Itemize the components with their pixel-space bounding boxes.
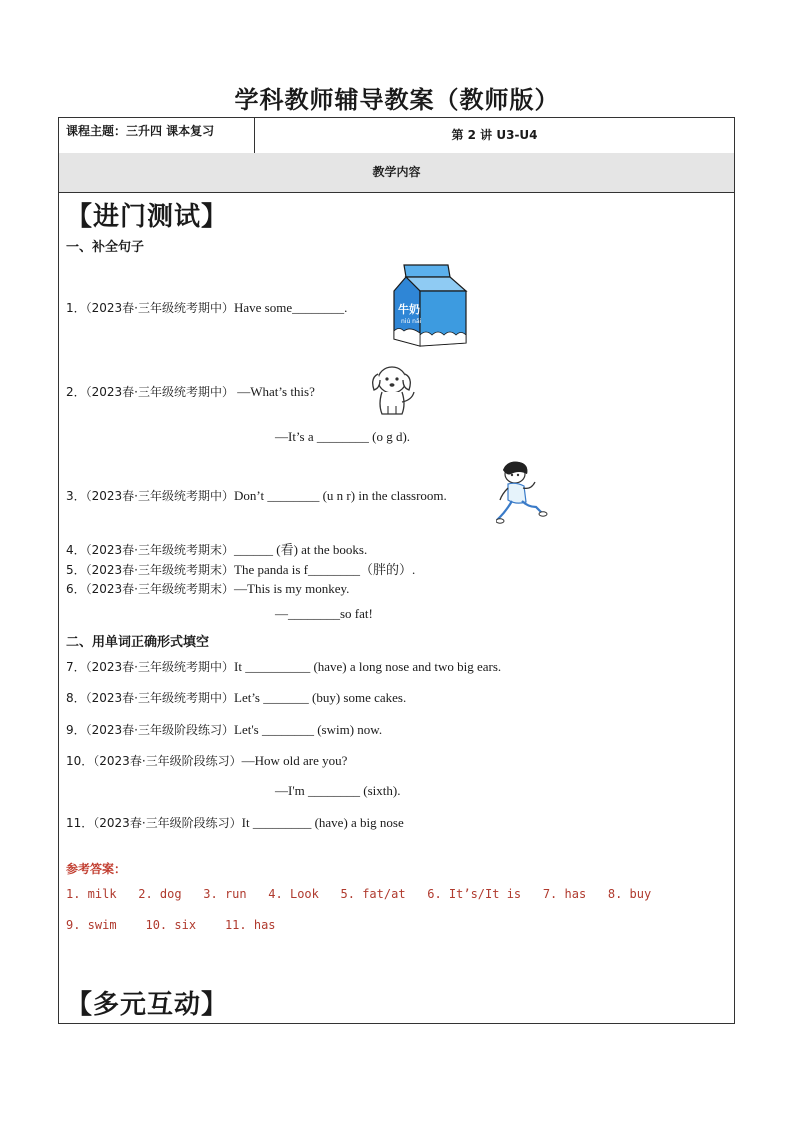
question-text: ______ (看) at the books. xyxy=(234,542,368,557)
milk-pinyin: niú nǎi xyxy=(401,318,422,325)
question-number: 2． xyxy=(66,385,86,399)
question-5 xyxy=(66,559,415,578)
question-source: （2023春·三年级统考期末） xyxy=(85,582,234,596)
question-source: （2023春·三年级阶段练习） xyxy=(85,723,234,737)
question-source: （2023春·三年级统考期末） xyxy=(85,543,234,557)
question-1 xyxy=(66,299,347,316)
question-source: （2023春·三年级统考期中） xyxy=(85,385,234,399)
question-source: （2023春·三年级统考期中） xyxy=(85,301,234,315)
dog-image xyxy=(368,362,420,420)
question-number: 8． xyxy=(66,691,86,705)
question-number: 5． xyxy=(66,563,86,577)
question-number: 3． xyxy=(66,489,86,503)
question-text: The panda is f________（胖的）. xyxy=(234,562,416,577)
question-source: （2023春·三年级阶段练习） xyxy=(93,816,242,830)
question-number: 1． xyxy=(66,301,86,315)
lesson-number: 第 2 讲 U3-U4 xyxy=(451,128,538,142)
content-label: 教学内容 xyxy=(59,153,734,193)
question-source: （2023春·三年级统考期中） xyxy=(85,489,234,503)
question-number: 11． xyxy=(66,816,94,830)
question-9 xyxy=(66,721,382,738)
question-number: 9． xyxy=(66,723,86,737)
part2-title: 二、用单词正确形式填空 xyxy=(66,635,210,650)
question-source: （2023春·三年级统考期中） xyxy=(85,660,234,674)
section-interaction: 【多元互动】 xyxy=(66,990,229,1020)
question-source: （2023春·三年级阶段练习） xyxy=(93,754,242,768)
page-title: 学科教师辅导教案（教师版） xyxy=(234,86,560,114)
question-text: —How old are you? xyxy=(241,753,348,768)
answers-title: 参考答案： xyxy=(66,862,127,876)
question-2 xyxy=(66,383,315,400)
course-topic: 课程主题：三升四 课本复习 xyxy=(59,118,255,153)
question-text: It __________ (have) a long nose and two big ears. xyxy=(234,659,502,674)
question-source: （2023春·三年级统考期中） xyxy=(85,691,234,705)
question-text: Have some________. xyxy=(234,300,348,315)
question-11 xyxy=(66,814,404,831)
running-boy-image xyxy=(496,460,548,526)
question-number: 10． xyxy=(66,754,94,768)
question-10 xyxy=(66,752,347,769)
question-text: Let’s _______ (buy) some cakes. xyxy=(234,690,407,705)
question-text: It _________ (have) a big nose xyxy=(241,815,404,830)
answers-line-1: 1. milk 2. dog 3. run 4. Look 5. fat/at 6. It’s/It is 7. has 8. buy xyxy=(66,887,652,901)
question-8 xyxy=(66,689,406,706)
question-number: 6． xyxy=(66,582,86,596)
part1-title: 一、补全句子 xyxy=(66,240,145,255)
question-text: Let's ________ (swim) now. xyxy=(234,722,383,737)
question-text: —What’s this? xyxy=(234,384,315,399)
question-10-line2: —I'm ________ (sixth). xyxy=(275,783,401,798)
answers-line-2: 9. swim 10. six 11. has xyxy=(66,918,276,932)
header-row xyxy=(59,118,734,154)
question-4 xyxy=(66,539,367,558)
milk-carton-image xyxy=(390,263,470,348)
question-text: Don’t ________ (u n r) in the classroom. xyxy=(234,488,447,503)
milk-label: 牛奶 xyxy=(398,303,420,316)
question-number: 7． xyxy=(66,660,86,674)
question-text: —This is my monkey. xyxy=(234,581,350,596)
question-6-line2: —________so fat! xyxy=(275,606,373,621)
question-6 xyxy=(66,580,349,597)
question-number: 4． xyxy=(66,543,86,557)
section-entry-test: 【进门测试】 xyxy=(66,202,229,232)
question-7 xyxy=(66,658,501,675)
question-3 xyxy=(66,487,447,504)
question-2-line2: —It’s a ________ (o g d). xyxy=(275,429,411,444)
question-source: （2023春·三年级统考期末） xyxy=(85,563,234,577)
